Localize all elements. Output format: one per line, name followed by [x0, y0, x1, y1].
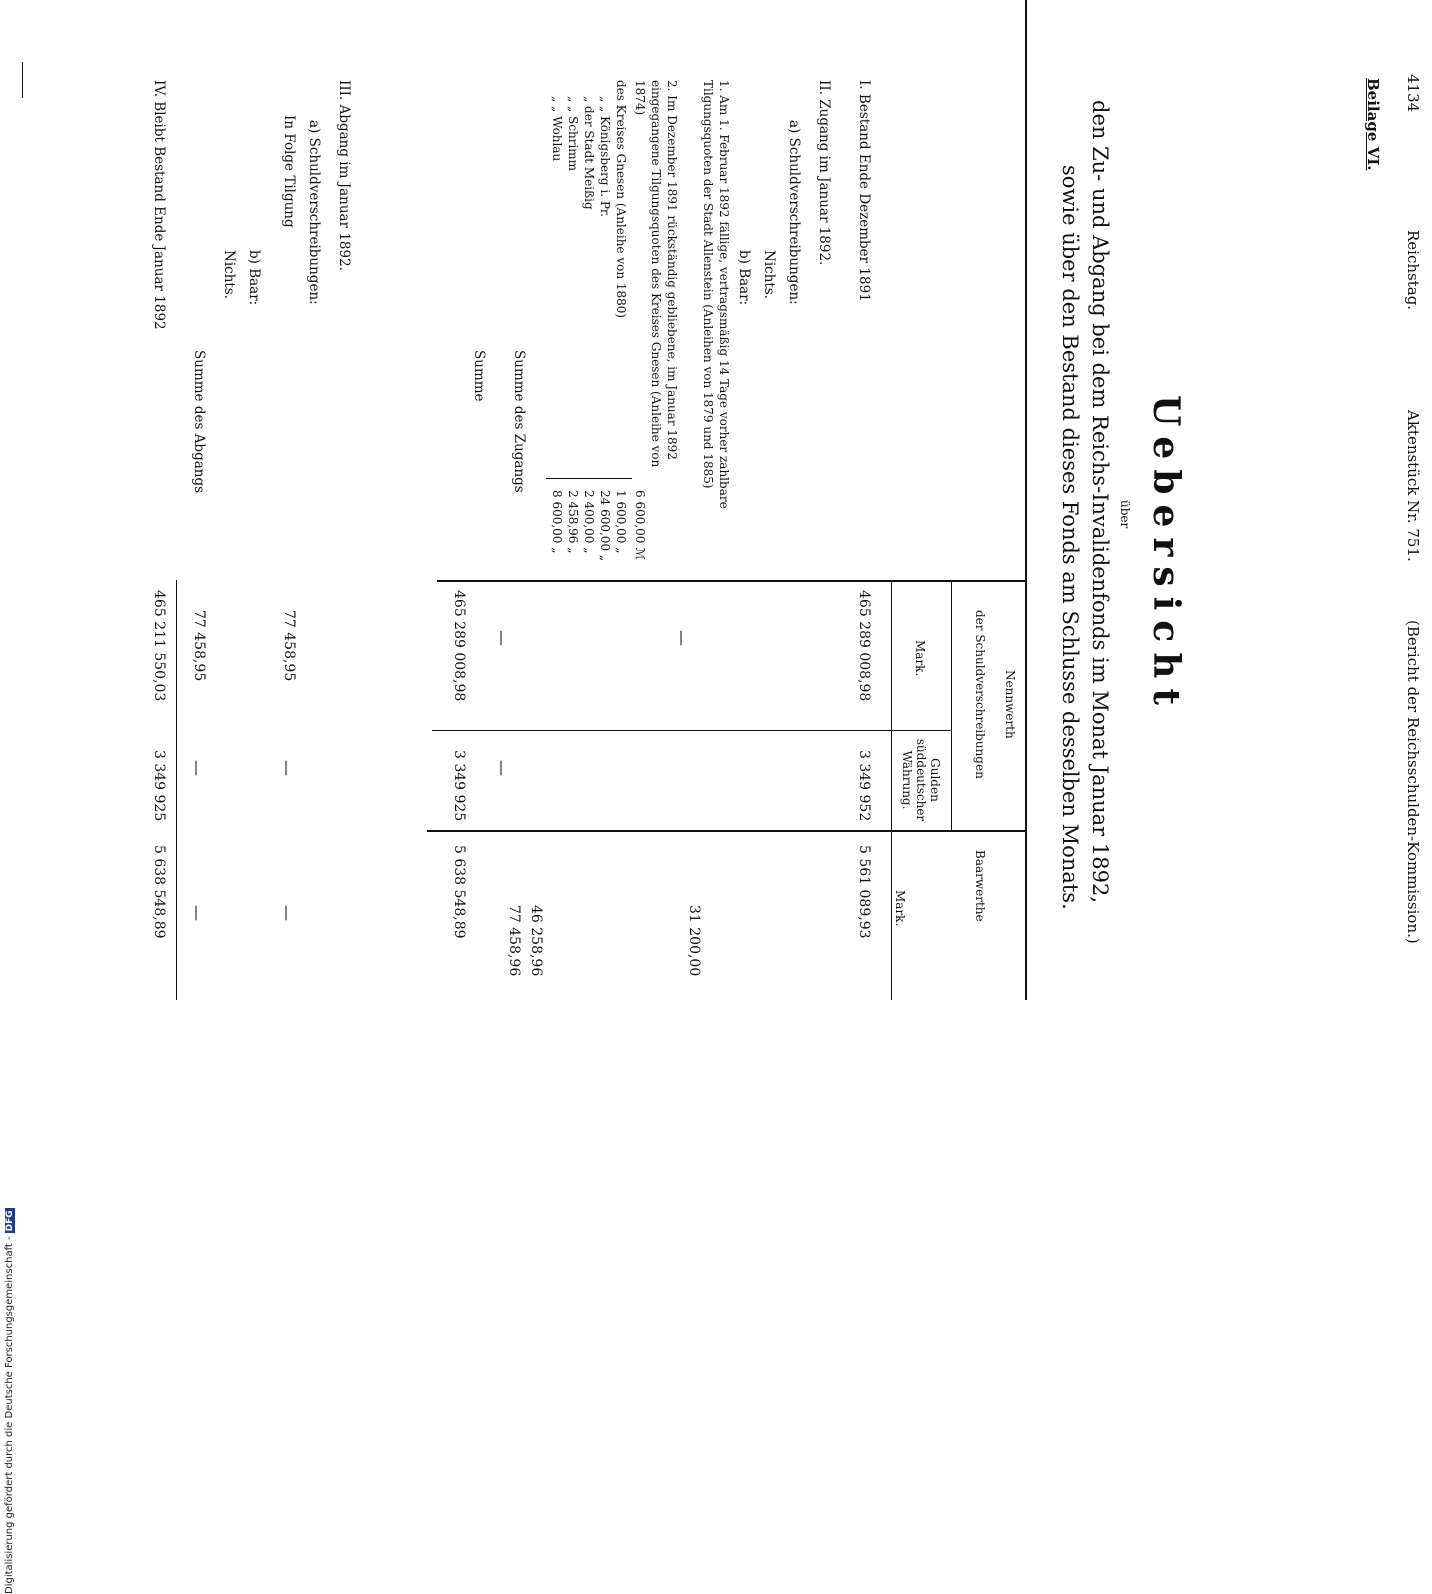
row-zugang-b2-amount: 6 600,00 ℳ — [633, 490, 647, 561]
row-summe-abgang-gulden-dash: — — [188, 760, 207, 776]
row-abgang-tilgung: In Folge Tilgung — [281, 115, 297, 228]
row-wohlau-amount: 8 600,00 „ — [550, 490, 564, 554]
row-summe-zugang-label: Summe des Zugangs — [511, 350, 527, 493]
row-summe-abgang-baar-dash: — — [188, 905, 207, 921]
row-rest-gulden: 3 349 925 — [151, 750, 167, 822]
row-kreis-amount: 1 600,00 „ — [614, 490, 628, 554]
row-stadt-amount: 2 400,00 „ — [582, 490, 596, 554]
header-middle: Aktenstück Nr. 751. — [1404, 410, 1422, 562]
footer-bar — [0, 604, 18, 1594]
row-summe-mark: 465 289 008,98 — [451, 590, 467, 702]
header-nennwerth: Nennwerth — [1003, 670, 1017, 739]
row-zugang-a-nichts: Nichts. — [761, 250, 777, 300]
row-summe-gulden: 3 349 925 — [451, 750, 467, 822]
row-summe-baar: 5 638 548,89 — [451, 845, 467, 939]
title-ueber: über — [1118, 500, 1132, 529]
row-abgang-b: b) Baar: — [246, 250, 262, 306]
table-rest-rule — [176, 580, 177, 1000]
column-rule-gulden — [432, 730, 952, 731]
row-bestand-mark: 465 289 008,98 — [856, 590, 872, 702]
row-zugang-b1-dash: — — [673, 630, 692, 646]
title-line-2: sowie über den Bestand dieses Fonds am Schlusse desselben Monats. — [1058, 165, 1082, 910]
header-baar-mark: Mark. — [893, 890, 907, 927]
row-schrimm-label: „ „ Schrimm — [566, 96, 580, 172]
row-zugang-label: II. Zugang im Januar 1892. — [816, 80, 832, 266]
header-schuldverschreibungen: der Schuldverschreibungen — [973, 610, 987, 779]
row-summe-abgang-label: Summe des Abgangs — [191, 350, 207, 494]
row-summe-zugang-mark-dash: — — [493, 630, 512, 646]
row-rest-mark: 465 211 550,03 — [151, 590, 167, 702]
row-abgang-a: a) Schuldverschreibungen: — [306, 120, 322, 305]
row-abgang-tilgung-gulden-dash: — — [278, 760, 297, 776]
header-baarwerthe: Baarwerthe — [973, 850, 987, 922]
header-mark: Mark. — [913, 640, 927, 677]
row-abgang-label: III. Abgang im Januar 1892. — [336, 80, 352, 271]
beilage-label: Beilage VI. — [1364, 78, 1382, 171]
row-rest-label: IV. Bleibt Bestand Ende Januar 1892 — [151, 80, 167, 330]
table-top-rule — [1025, 0, 1027, 1000]
header-right: (Bericht der Reichsschulden-Kommission.) — [1404, 620, 1422, 944]
margin-rule — [22, 62, 23, 98]
row-sub-total: 46 258,96 — [528, 905, 544, 977]
table-header-bottom-rule — [891, 580, 892, 1000]
header-sub-rule — [951, 580, 952, 830]
row-summe-zugang-gulden-dash: — — [493, 760, 512, 776]
row-stadt-label: „ der Stadt Meißig — [582, 96, 596, 210]
row-bestand-baar: 5 561 089,93 — [856, 845, 872, 939]
column-rule-mark — [427, 830, 1027, 832]
row-abgang-tilgung-mark: 77 458,95 — [281, 610, 297, 682]
row-summe-label: Summe — [471, 350, 487, 402]
row-wohlau-label: „ „ Wohlau — [550, 96, 564, 162]
header-left: Reichstag. — [1404, 230, 1422, 311]
row-zugang-b1-baar: 31 200,00 — [686, 905, 702, 977]
row-abgang-b-nichts: Nichts. — [221, 250, 237, 300]
dfg-logo: DFG — [5, 1210, 15, 1232]
document-title: Uebersicht — [1145, 395, 1187, 716]
row-zugang-b1: 1. Am 1. Februar 1892 fällige, vertragsmäßig 14 Tage vorher zahlbare Tilgungsquoten der Stadt Allenstein (Anleihen von 1879 und 1885) — [701, 80, 731, 509]
footer-note — [4, 1208, 15, 1594]
row-kreis-label: des Kreises Gnesen (Anleihe von 1880) — [614, 80, 628, 319]
row-summe-abgang-mark: 77 458,95 — [191, 610, 207, 682]
row-zugang-a: a) Schuldverschreibungen: — [786, 120, 802, 305]
row-zugang-b: b) Baar: — [736, 250, 752, 306]
footer-text: Digitalisierung gefördert durch die Deutsche Forschungsgemeinschaft - — [4, 1236, 15, 1594]
row-abgang-tilgung-baar-dash: — — [278, 905, 297, 921]
row-schrimm-amount: 2 458,96 „ — [566, 490, 580, 554]
row-zugang-b2: 2. Im Dezember 1891 rückständig gebliebene, im Januar 1892 eingegangene Tilgungsquoten des Kreises Gnesen (Anleihe von 1874) — [633, 80, 679, 468]
title-line-1: den Zu- und Abgang bei dem Reichs-Invalidenfonds im Monat Januar 1892, — [1088, 100, 1112, 903]
row-rest-baar: 5 638 548,89 — [151, 845, 167, 939]
row-bestand-gulden: 3 349 952 — [856, 750, 872, 822]
column-rule-label — [437, 580, 1027, 582]
row-koenigsberg-amount: 24 600,00 „ — [598, 490, 612, 562]
amount-bracket-rule — [546, 478, 632, 479]
row-koenigsberg-label: „ „ Königsberg i. Pr. — [598, 96, 612, 218]
row-bestand-label: I. Bestand Ende Dezember 1891 — [856, 80, 872, 302]
header-gulden: Gulden süddeutscher Währung. — [900, 738, 942, 822]
page-number: 4134 — [1404, 74, 1422, 113]
row-summe-zugang-baar: 77 458,96 — [506, 905, 522, 977]
